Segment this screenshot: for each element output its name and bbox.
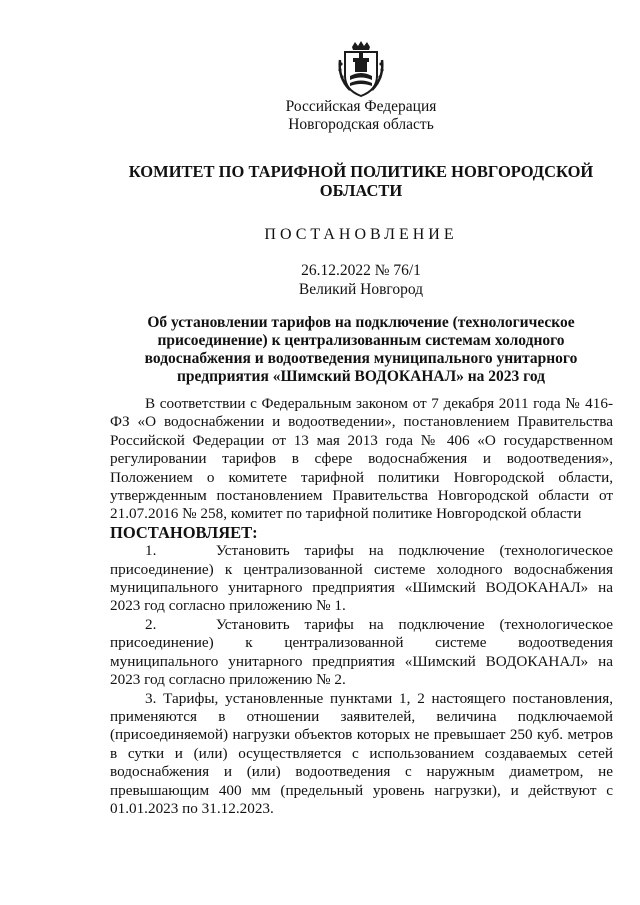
- document-subject: Об установлении тарифов на подключение (технологическое присоединение) к централизованным системам холодного водоснабжения и водоотведения муниципального унитарного предприятия «Шимский ВОДОКАНАЛ» на 2023 год: [144, 314, 578, 385]
- item-paragraph-3: 3. Тарифы, установленные пунктами 1, 2 настоящего постановления, применяются в отношении заявителей, величина подключаемой (присоединяемой) нагрузки объектов которых не превышает 250 куб. метров в сутки и (или) осуществляется с использованием создаваемых сетей водоснабжения и (или) водоотведения с наружным диаметром, не превышающим 400 мм (предельный уровень нагрузки), и действуют с 01.01.2023 по 31.12.2023.: [110, 689, 613, 817]
- document-city: Великий Новгород: [298, 281, 424, 298]
- item-paragraph-1: 1. Установить тарифы на подключение (технологическое присоединение) к централизованной системе холодного водоснабжения муниципального унитарного предприятия «Шимский ВОДОКАНАЛ» на 2023 год согласно приложению № 1.: [110, 542, 613, 615]
- coat-of-arms-icon: [336, 40, 386, 98]
- document-type: ПОСТАНОВЛЕНИЕ: [264, 226, 458, 243]
- committee-title: КОМИТЕТ ПО ТАРИФНОЙ ПОЛИТИКЕ НОВГОРОДСКОЙ ОБЛАСТИ: [128, 162, 594, 200]
- resolves-heading: ПОСТАНОВЛЯЕТ:: [110, 522, 258, 542]
- preamble-paragraph: В соответствии с Федеральным законом от 7 декабря 2011 года № 416-ФЗ «О водоснабжении и водоотведении», постановлением Правительства Российской Федерации от 13 мая 2013 года № 406 «О государственном регулировании тарифов в сфере водоснабжения и водоотведения», Положением о комитете тарифной политики Новгородской области, утвержденным постановлением Правительства Новгородской области от 21.07.2016 № 258, комитет по тарифной политике Новгородской области: [110, 395, 613, 523]
- document-date-number: 26.12.2022 № 76/1: [301, 262, 421, 279]
- country-name: Российская Федерация: [285, 98, 437, 115]
- document-body: [110, 395, 613, 818]
- item-paragraph-2: 2. Установить тарифы на подключение (технологическое присоединение) к централизованной системе водоотведения муниципального унитарного предприятия «Шимский ВОДОКАНАЛ» на 2023 год согласно приложению № 2.: [110, 615, 613, 689]
- region-name: Новгородская область: [288, 116, 434, 133]
